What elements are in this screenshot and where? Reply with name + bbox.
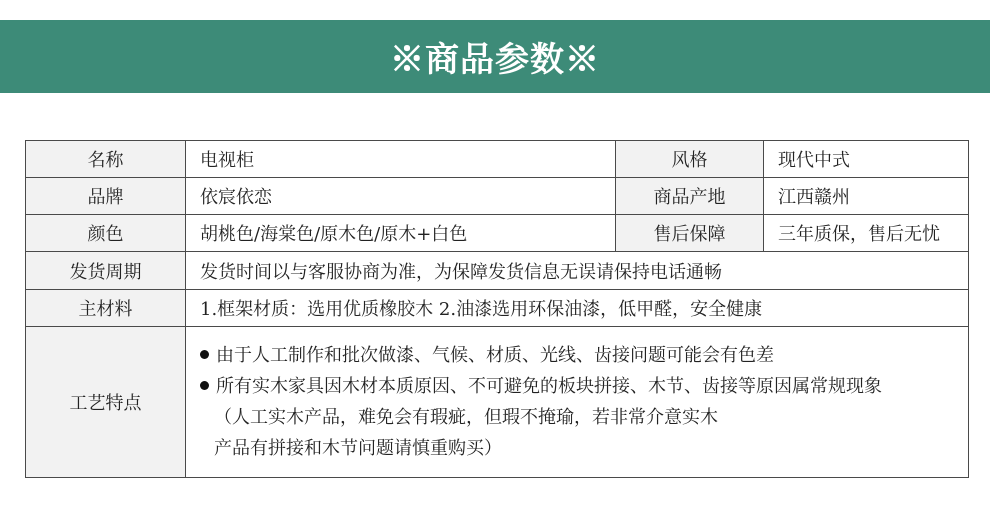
header-banner	[0, 20, 990, 93]
material-label: 主材料	[26, 290, 186, 327]
table-row	[26, 252, 969, 290]
craft-label: 工艺特点	[26, 327, 186, 478]
bullet-dot-icon	[200, 350, 209, 359]
table-row	[26, 141, 969, 178]
origin-value: 江西赣州	[764, 178, 969, 215]
craft-bullet-1: 由于人工制作和批次做漆、气候、材质、光线、齿接问题可能会有色差	[216, 345, 774, 366]
warranty-label: 售后保障	[616, 215, 764, 252]
warranty-value: 三年质保，售后无忧	[764, 215, 969, 252]
style-value: 现代中式	[764, 141, 969, 178]
style-label: 风格	[616, 141, 764, 178]
color-label: 颜色	[26, 215, 186, 252]
list-item	[200, 371, 958, 402]
craft-bullet-2: 所有实木家具因木材本质原因、不可避免的板块拼接、木节、齿接等原因属常规现象	[216, 376, 882, 397]
origin-label: 商品产地	[616, 178, 764, 215]
craft-note-line-1: （人工实木产品，难免会有瑕疵，但瑕不掩瑜，若非常介意实木	[214, 407, 718, 428]
product-spec-table	[25, 140, 969, 478]
banner-title: ※商品参数※	[390, 40, 600, 80]
brand-label: 品牌	[26, 178, 186, 215]
craft-list	[186, 340, 968, 464]
craft-value	[186, 327, 969, 478]
brand-value: 依宸依恋	[186, 178, 616, 215]
list-item	[200, 340, 958, 371]
name-label: 名称	[26, 141, 186, 178]
table-row	[26, 178, 969, 215]
table-row	[26, 327, 969, 478]
name-value: 电视柜	[186, 141, 616, 178]
shipping-value: 发货时间以与客服协商为准，为保障发货信息无误请保持电话通畅	[186, 252, 969, 290]
material-value: 1.框架材质：选用优质橡胶木 2.油漆选用环保油漆，低甲醛，安全健康	[186, 290, 969, 327]
table-row	[26, 290, 969, 327]
table-row	[26, 215, 969, 252]
craft-note-line-2: 产品有拼接和木节问题请慎重购买）	[214, 438, 502, 459]
bullet-dot-icon	[200, 381, 209, 390]
color-value: 胡桃色/海棠色/原木色/原木+白色	[186, 215, 616, 252]
shipping-label: 发货周期	[26, 252, 186, 290]
